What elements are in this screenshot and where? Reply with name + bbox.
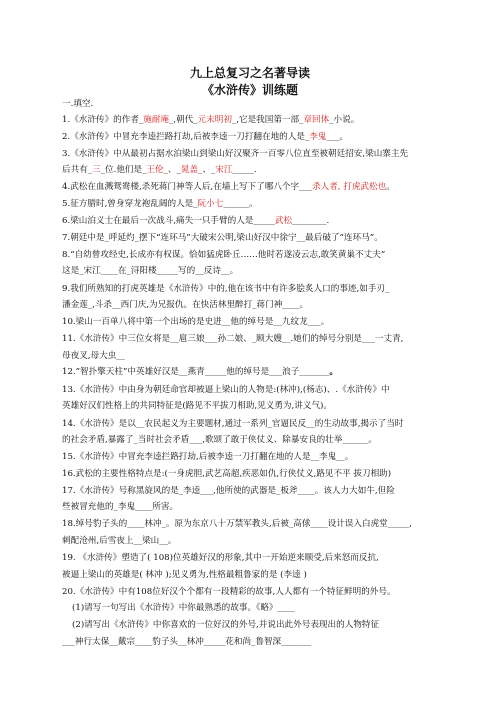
- question-6: 6.梁山泊义士在最后一次战斗,痛失一只手臂的人是_____武松________.: [62, 216, 330, 226]
- question-13-line-1: 13.《水浒传》中由身为朝廷命官却被逼上梁山的人物是:(林冲),(杨志)、.《水浒传》中: [62, 385, 390, 395]
- answer-genre: 章回体: [303, 115, 330, 125]
- question-11-line-1: 11.《水浒传》中三位女将是__扈三娘___孙二娘、_顾大嫂__.她们的绰号分别是___一丈青,: [62, 334, 404, 344]
- question-20-answers: ___神行太保__戴宗____豹子头__林冲_____花和尚_鲁智深_______: [62, 637, 312, 647]
- question-17-line-1: 17.《水浒传》号称黑旋风的是_李逵___,他所使的武器是_板斧____。该人力大如牛,但险: [62, 486, 395, 496]
- question-18-line-1: 18.绰号豹子头的____林冲_。原为东京八十万禁军教头,后被_高俅____设计误入白虎堂_____,: [62, 519, 412, 529]
- answer-dynasty: 元末明初: [197, 115, 232, 125]
- page-subtitle: 《水浒传》训练题: [201, 83, 298, 97]
- question-17-line-2: 些被冒充他的_李鬼____所害。: [62, 502, 179, 512]
- question-19-line-1: 19. 《水浒传》塑造了( 108)位英雄好汉的形象,其中一开始逆来顺受,后来怒而反抗,: [62, 553, 379, 563]
- question-15: 15.《水浒传》中冒充李逵拦路打劫,后被李逵一刀打翻在地的人是__李鬼__。: [62, 452, 354, 462]
- question-5: 5.征方腊时,曾身穿龙袍乱阔的人是_阮小七______。: [62, 199, 258, 209]
- question-11-line-2: 母夜叉,母大虫__: [62, 351, 125, 361]
- question-12: 12.”智扑擎天柱”中英雄好汉是__燕青_____他的绰号是___浪子_______。: [62, 367, 338, 377]
- answer-li-gui: 李鬼: [309, 132, 327, 142]
- question-16: 16.武松的主要性格特点是:(一身虎胆,武艺高超,疾恶如仇,行侠仗义,路见不平 拔刀相助): [62, 469, 392, 479]
- question-20-part-2: (2)请写出《水浒传》中你喜欢的一位好汉的外号,并说出此外号表现出的人物特征: [72, 620, 380, 630]
- question-7: 7.朝廷中是_呼延灼_摆下“连环马”大破宋公明,梁山好汉中徐宁__最后破了“连环马”。: [62, 233, 383, 243]
- question-20-part-1: (1)请写一句写出《水浒传》中你最熟悉的故事。《略》____: [72, 603, 295, 613]
- question-14-line-1: 14.《水浒传》是以__农民起义为主要题材,通过一系列_官逼民反__的生动故事,揭示了当时: [62, 419, 404, 429]
- question-4: 4.武松在血溅鸳鸯楼,杀死蒋门神等人后,在墙上写下了哪八个字___杀人者, 打虎武松也。: [62, 182, 395, 192]
- question-18-line-2: 刺配沧州,后雪夜上__梁山__。: [62, 536, 177, 546]
- question-14-line-2: 的社会矛盾,暴露了_当时社会矛盾___,歌颂了敢于侠仗义、除暴安良的壮举______。: [62, 435, 377, 445]
- question-13-line-2: 英雄好汉们性格上的共同特征是(路见不平拔刀相助,见义勇为,讲义气)。: [62, 401, 332, 411]
- answer-wall-text: 杀人者, 打虎武松也: [312, 182, 387, 192]
- question-3-line-2: 后共有_三_位.他们是_王伦_、_晁盖_、_宋江_____.: [62, 165, 257, 175]
- answer-author: 施耐庵: [143, 115, 170, 125]
- question-2: 2.《水浒传》中冒充李逵拦路打劫,后被李逵一刀打翻在地的人是_李鬼___。: [62, 132, 348, 142]
- question-9-line-2: 潘金莲_,斗杀__西门庆,为兄报仇。在快活林里醉打_蒋门神____。: [62, 300, 309, 310]
- question-8-line-1: 8.“自幼曾攻经史,长成亦有权谋。恰如猛虎卧丘……他时若遂凌云志,敢笑黄巢不丈夫”: [62, 250, 386, 260]
- question-9-line-1: 9.我们所熟知的打虎英雄是《水浒传》中的,他在该书中有许多脍炙人口的事迹,如手刃_: [62, 284, 390, 294]
- question-19-line-2: 被逼上梁山的英雄是( 林冲 );见义勇为,性格最粗鲁家的是 (李逵 ): [62, 570, 307, 580]
- question-10: 10.梁山一百单八将中第一个出场的是史进__他的绰号是__九纹龙___。: [62, 317, 330, 327]
- page-title: 九上总复习之名著导读: [189, 66, 310, 80]
- question-20-line-1: 20.《水浒传》中有108位好汉个个都有一段精彩的故事,人人都有一个特征鲜明的外号。: [62, 587, 396, 597]
- question-1: 1.《水浒传》的作者_施耐庵_,朝代_元末明初_,它是我国第一部_章回体_小说。: [62, 115, 360, 125]
- section-heading: 一.填空.: [62, 99, 94, 109]
- question-3-line-1: 3.《水浒传》中从最初占据水泊梁山到梁山好汉聚齐一百零八位直至被朝廷招安,梁山寨主先: [62, 149, 409, 159]
- question-8-line-2: 这是_宋江____在_浔阳楼_____写的__反诗__。: [62, 266, 239, 276]
